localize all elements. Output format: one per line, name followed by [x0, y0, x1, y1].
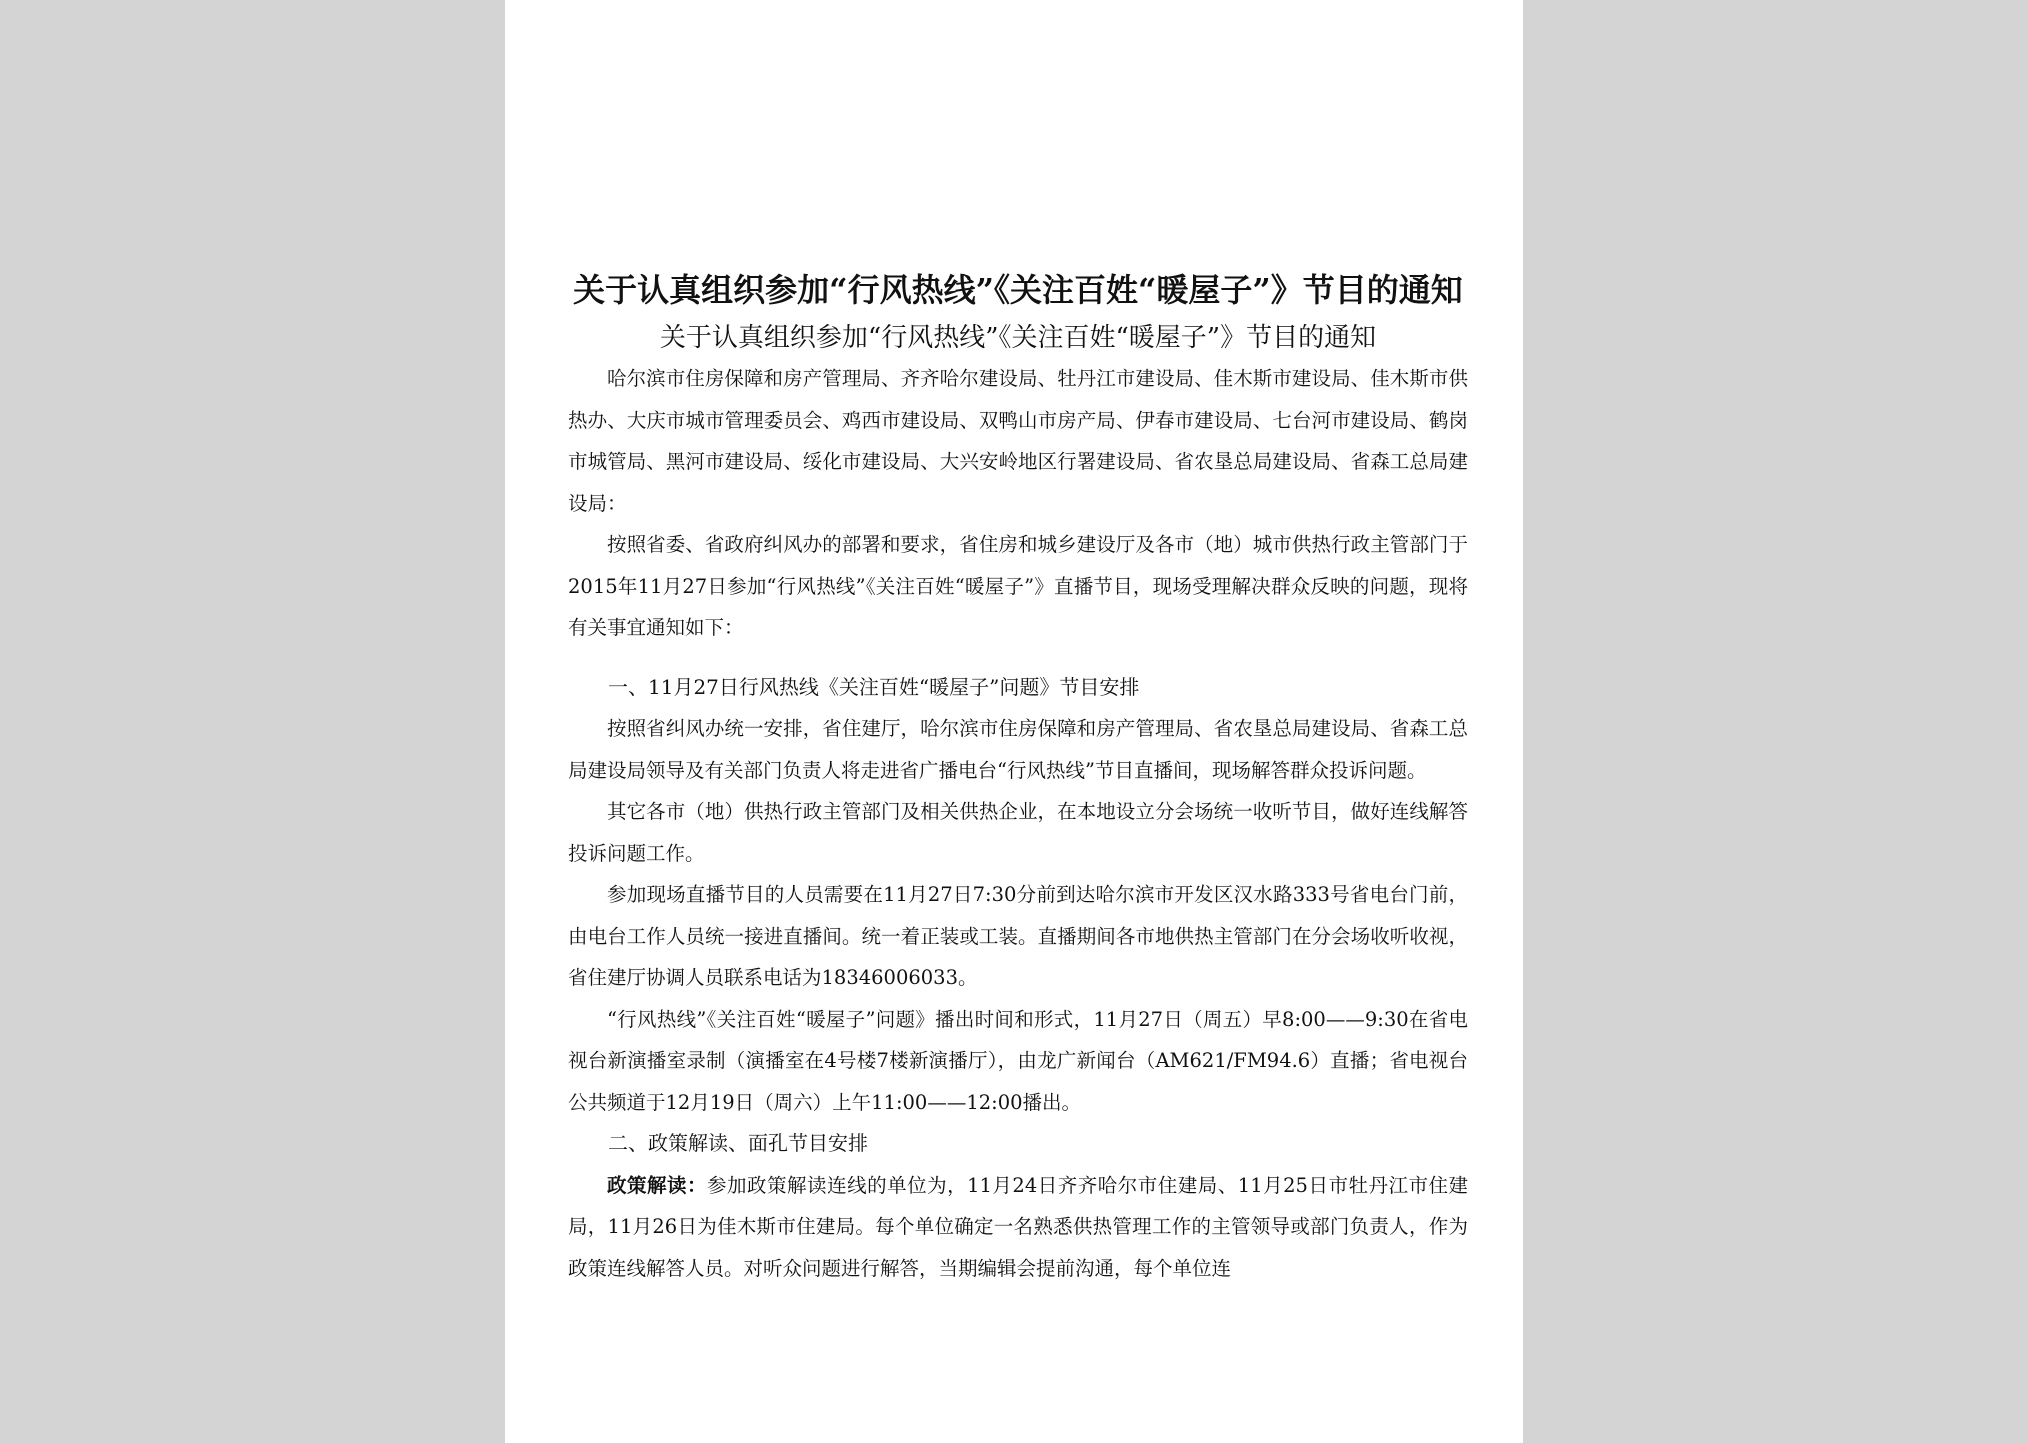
- document-content: [568, 268, 1468, 1289]
- document-title: 关于认真组织参加“行风热线”《关注百姓“暖屋子”》节目的通知: [573, 271, 1463, 309]
- section-1-paragraph-2: 其它各市（地）供热行政主管部门及相关供热企业，在本地设立分会场统一收听节目，做好连线解答投诉问题工作。: [568, 800, 1468, 865]
- section-2-paragraph-1: [568, 1165, 1468, 1290]
- section-1-heading: 一、11月27日行风热线《关注百姓“暖屋子”问题》节目安排: [608, 674, 1140, 699]
- section-1-paragraph-3: 参加现场直播节目的人员需要在11月27日7:30分前到达哈尔滨市开发区汉水路333号省电台门前，由电台工作人员统一接进直播间。统一着正装或工装。直播期间各市地供热主管部门在分会场收听收视，省住建厅协调人员联系电话为18346006033。: [568, 883, 1468, 989]
- document-subtitle: 关于认真组织参加“行风热线”《关注百姓“暖屋子”》节目的通知: [659, 323, 1377, 353]
- addressees-paragraph: 哈尔滨市住房保障和房产管理局、齐齐哈尔建设局、牡丹江市建设局、佳木斯市建设局、佳木斯市供热办、大庆市城市管理委员会、鸡西市建设局、双鸭山市房产局、伊春市建设局、七台河市建设局、鹤岗市城管局、黑河市建设局、绥化市建设局、大兴安岭地区行署建设局、省农垦总局建设局、省森工总局建设局：: [568, 367, 1468, 515]
- policy-paragraph-text: 参加政策解读连线的单位为，11月24日齐齐哈尔市住建局、11月25日市牡丹江市住建局，11月26日为佳木斯市住建局。每个单位确定一名熟悉供热管理工作的主管领导或部门负责人，作为政策连线解答人员。对听众问题进行解答，当期编辑会提前沟通，每个单位连: [568, 1173, 1468, 1280]
- document-page: [505, 0, 1523, 1443]
- policy-lead-label: 政策解读：: [607, 1173, 708, 1197]
- section-1-paragraph-1: 按照省纠风办统一安排，省住建厅，哈尔滨市住房保障和房产管理局、省农垦总局建设局、省森工总局建设局领导及有关部门负责人将走进省广播电台“行风热线”节目直播间，现场解答群众投诉问题。: [568, 717, 1468, 782]
- section-1-paragraph-4: “行风热线”《关注百姓“暖屋子”问题》播出时间和形式，11月27日（周五）早8:00——9:30在省电视台新演播室录制（演播室在4号楼7楼新演播厅），由龙广新闻台（AM621/FM94.6）直播；省电视台公共频道于12月19日（周六）上午11:00——12:00播出。: [568, 1007, 1468, 1114]
- section-2-heading: 二、政策解读、面孔节目安排: [608, 1131, 868, 1155]
- intro-paragraph: 按照省委、省政府纠风办的部署和要求，省住房和城乡建设厅及各市（地）城市供热行政主管部门于2015年11月27日参加“行风热线”《关注百姓“暖屋子”》直播节目，现场受理解决群众反映的问题，现将有关事宜通知如下：: [568, 533, 1468, 639]
